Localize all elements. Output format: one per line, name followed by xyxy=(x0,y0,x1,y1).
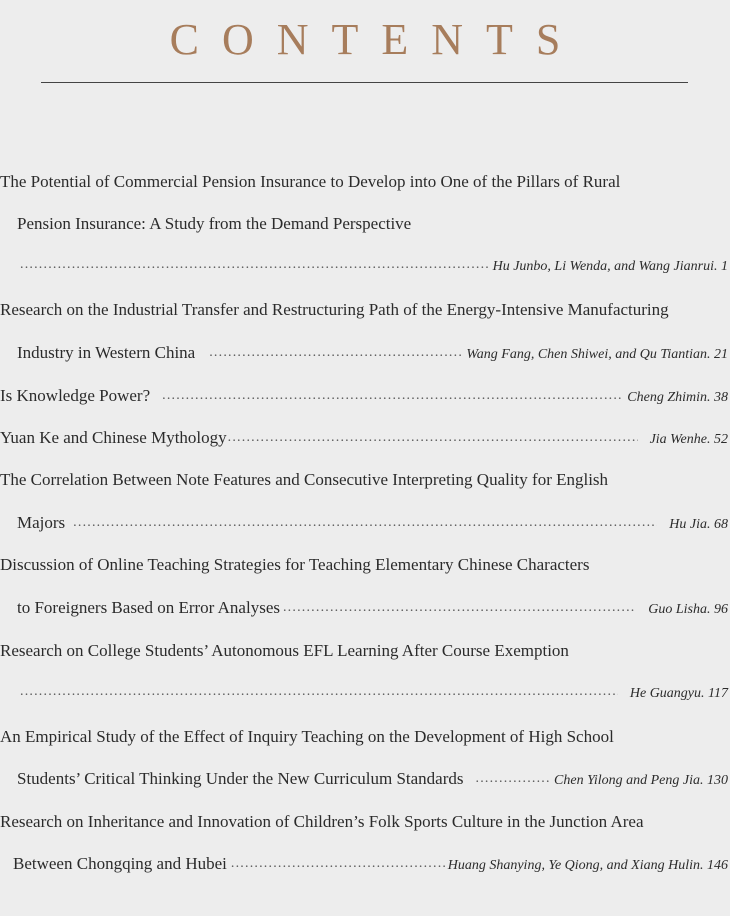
toc-entry-page: . 1 xyxy=(714,259,728,274)
dot-leader xyxy=(20,677,618,707)
toc-entry-authors: Wang Fang, Chen Shiwei, and Qu Tiantian xyxy=(466,347,707,362)
toc-entry-page: . 38 xyxy=(707,390,728,405)
toc-entry-authors: Hu Junbo, Li Wenda, and Wang Jianrui xyxy=(492,259,714,274)
toc-entry-9-title-line1[interactable] xyxy=(0,807,728,837)
toc-entry-2-title-line1[interactable] xyxy=(0,295,728,325)
dot-leader xyxy=(73,508,657,538)
toc-entry-title: Yuan Ke and Chinese Mythology xyxy=(0,428,227,447)
toc-entry-5-title-line2[interactable] xyxy=(0,508,728,538)
toc-entry-authors: He Guangyu xyxy=(629,686,702,701)
toc-entry-authors: Hu Jia xyxy=(669,517,707,532)
toc-entry-title: The Correlation Between Note Features and Consecutive Interpreting Quality for English xyxy=(0,470,609,489)
toc-entry-5-title-line1[interactable] xyxy=(0,465,728,495)
dot-leader xyxy=(20,250,489,280)
page-title: CONTENTS xyxy=(169,15,584,64)
toc-entry-title: to Foreigners Based on Error Analyses xyxy=(17,598,280,617)
toc-entry-title: Students’ Critical Thinking Under the New Curriculum Standards xyxy=(17,769,464,788)
toc-entry-7-title-line1[interactable] xyxy=(0,636,728,666)
toc-entry-title: Research on College Students’ Autonomous EFL Learning After Course Exemption xyxy=(0,641,569,660)
toc-entry-page: . 21 xyxy=(707,347,728,362)
toc-entry-title: Between Chongqing and Hubei xyxy=(13,854,227,873)
dot-leader xyxy=(162,381,623,411)
toc-entry-title: Research on Inheritance and Innovation of Children’s Folk Sports Culture in the Junction Area xyxy=(0,812,644,831)
toc-entry-2-title-line2[interactable] xyxy=(0,338,728,368)
toc-entry-7-byline[interactable] xyxy=(0,679,728,709)
dot-leader xyxy=(283,593,636,623)
toc-entry-authors: Cheng Zhimin xyxy=(627,390,707,405)
toc-entry-title: The Potential of Commercial Pension Insurance to Develop into One of the Pillars of Rural xyxy=(0,172,621,191)
toc-entry-title: An Empirical Study of the Effect of Inquiry Teaching on the Development of High School xyxy=(0,727,614,746)
toc-entry-authors: Huang Shanying, Ye Qiong, and Xiang Hulin xyxy=(447,858,700,873)
toc-entry-6-title-line1[interactable] xyxy=(0,550,728,580)
toc-entry-page: . 96 xyxy=(707,602,728,617)
dot-leader xyxy=(228,423,638,453)
toc-entry-title: Is Knowledge Power? xyxy=(0,386,151,405)
toc-entry-8-title-line2[interactable] xyxy=(0,764,728,794)
toc-entry-authors: Guo Lisha xyxy=(648,602,707,617)
dot-leader xyxy=(231,849,446,879)
toc-entry-4[interactable] xyxy=(0,423,728,453)
toc-entry-title: Industry in Western China xyxy=(17,343,196,362)
dot-leader xyxy=(476,764,551,794)
toc-entry-authors: Chen Yilong and Peng Jia xyxy=(554,773,700,788)
toc-entry-8-title-line1[interactable] xyxy=(0,722,728,752)
toc-entry-title: Majors xyxy=(17,513,66,532)
toc-entry-page: . 146 xyxy=(700,858,728,873)
toc-entry-page: . 68 xyxy=(707,517,728,532)
title-divider xyxy=(41,82,688,83)
toc-entry-6-title-line2[interactable] xyxy=(0,593,728,623)
toc-entry-1-byline[interactable] xyxy=(0,252,728,282)
toc-entry-title: Pension Insurance: A Study from the Demand Perspective xyxy=(17,214,412,233)
toc-entry-page: . 117 xyxy=(701,686,728,701)
toc-entry-page: . 130 xyxy=(700,773,728,788)
toc-entry-1-title-line1[interactable] xyxy=(0,167,728,197)
toc-entry-authors: Jia Wenhe xyxy=(649,432,707,447)
toc-entry-1-title-line2[interactable] xyxy=(0,209,728,239)
toc-entry-page: . 52 xyxy=(707,432,728,447)
toc-entry-title: Research on the Industrial Transfer and Restructuring Path of the Energy-Intensive Manufacturing xyxy=(0,300,669,319)
toc-entry-9-title-line2[interactable] xyxy=(0,849,728,879)
toc-entry-title: Discussion of Online Teaching Strategies for Teaching Elementary Chinese Characters xyxy=(0,555,590,574)
dot-leader xyxy=(209,338,462,368)
toc-entry-3[interactable] xyxy=(0,381,728,411)
